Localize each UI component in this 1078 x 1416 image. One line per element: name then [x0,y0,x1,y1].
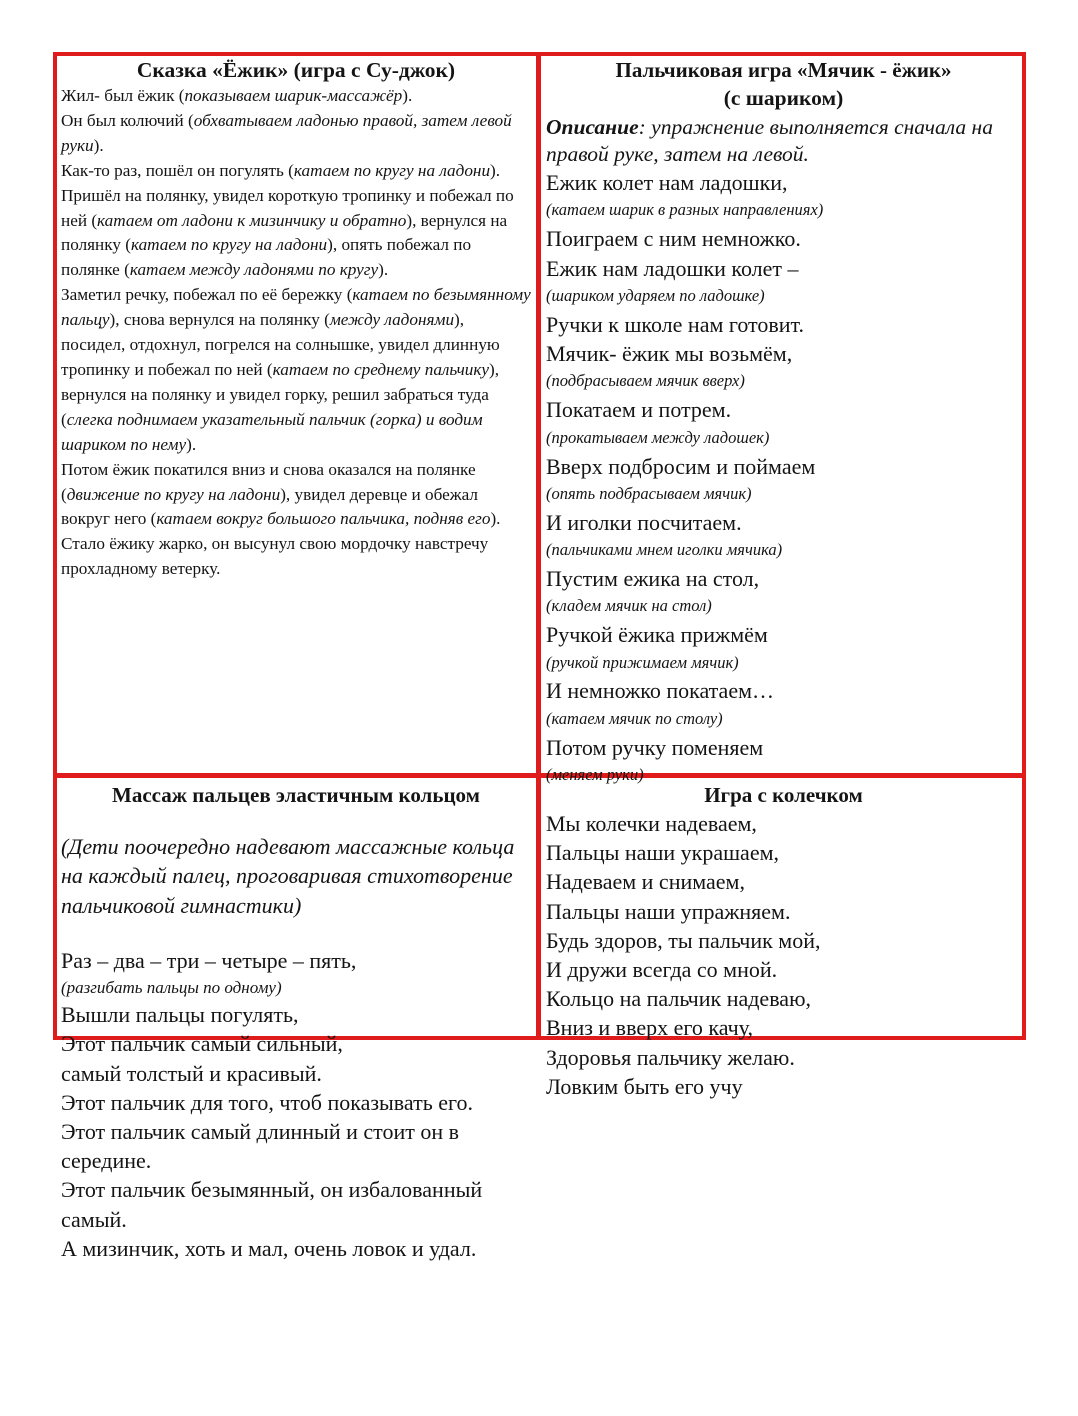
stage-direction: обхватываем ладонью правой, затем левой руки [61,110,512,155]
ball-game-subtitle: (с шариком) [723,86,844,110]
verse-line: Пальцы наши украшаем, [546,840,780,866]
tale-text-segment: Как-то раз, пошёл он погулять ( [61,160,294,180]
stage-direction: катаем от ладони к мизинчику и обратно [97,210,407,230]
tale-text-segment: ), вернулся на полянку ( [61,210,508,255]
verse-line: Ежик колет нам ладошки, [546,170,788,196]
stage-direction: слегка поднимаем указательный пальчик (горка) и водим шариком по нему [61,409,483,454]
action-note: (шариком ударяем по ладошке) [546,285,765,305]
column-divider [536,52,541,1040]
verse-line: Потом ручку поменяем [546,734,764,760]
stage-direction: катаем между ладонями по кругу [129,260,379,280]
tale-paragraph [61,159,531,184]
stage-direction: показываем шарик-массажёр [184,86,403,105]
verse-line: И немножко покатаем… [546,678,775,704]
description-label: Описание [546,115,639,139]
ball-game-cell [546,57,1021,784]
tale-paragraph [61,109,531,159]
stage-direction: катаем по кругу на ладони [293,160,491,180]
tale-text-segment: ), опять побежал по полянке ( [61,235,472,280]
verse-line: Этот пальчик самый длинный и стоит он в середине. [61,1119,459,1174]
action-note: (кладем мячик на стол) [546,596,712,616]
tale-text-segment: Он был колючий ( [61,110,194,130]
verse-line: Ручкой ёжика прижмём [546,622,768,648]
tale-text-segment: ), посидел, отдохнул, погрелся на солнышке, увидел длинную тропинку и побежал по ней ( [61,310,500,379]
action-note: (опять подбрасываем мячик) [546,483,752,503]
stage-direction: между ладонями [329,310,455,330]
verse-line: А мизинчик, хоть и мал, очень ловок и удал. [61,1235,477,1261]
tale-text-segment: ). [186,434,197,454]
ball-game-verse [546,168,1021,789]
action-note: (подбрасываем мячик вверх) [546,371,745,391]
verse-line: И дружи всегда со мной. [546,957,778,983]
tale-text-segment: Заметил речку, побежал по её бережку ( [61,285,353,305]
verse-line: самый толстый и красивый. [61,1060,322,1086]
tale-text-segment: ). Стало ёжику жарко, он высунул свою мордочку навстречу прохладному ветерку. [61,509,501,579]
verse-line: Пустим ежика на стол, [546,566,760,591]
verse-line: Кольцо на пальчик надеваю, [546,986,811,1012]
tale-paragraph [61,184,531,284]
stage-direction: движение по кругу на ладони [66,484,281,504]
action-note: (разгибать пальцы по одному) [61,978,282,998]
verse-line: И иголки посчитаем. [546,509,742,535]
stage-direction: катаем вокруг большого пальчика, подняв его [156,509,491,529]
verse-line: Надеваем и снимаем, [546,869,745,895]
verse-line: Ежик нам ладошки колет – [546,255,799,281]
stage-direction: катаем по безымянному пальцу [61,285,531,330]
tale-text-segment: Пришёл на полянку, увидел короткую тропинку и побежал по ней ( [61,185,514,230]
verse-line: Вышли пальцы погулять, [61,1002,299,1028]
action-note: (прокатываем между ладошек) [546,427,770,447]
tale-text-segment: ). [490,160,501,180]
ring-game-title: Игра с колечком [704,783,863,807]
action-note: (катаем мячик по столу) [546,708,723,728]
tale-text [61,84,531,582]
stage-direction: катаем по кругу на ладони [130,235,328,255]
verse-line: Вниз и вверх его качу, [546,1015,753,1041]
tale-text-segment: ), снова вернулся на полянку ( [109,310,330,330]
tale-paragraph [61,84,531,109]
verse-line: Ручки к школе нам готовит. [546,311,805,337]
action-note: (ручкой прижимаем мячик) [546,652,739,672]
tale-text-segment: ). [402,86,413,105]
verse-line: Раз – два – три – четыре – пять, [61,948,357,973]
ring-game-cell [546,781,1021,1099]
tale-paragraph [61,458,531,583]
verse-line: Ловким быть его учу [546,1073,743,1099]
verse-line: Этот пальчик самый сильный, [61,1031,343,1057]
verse-line: Этот пальчик для того, чтоб показывать его. [61,1089,473,1115]
verse-line: Поиграем с ним немножко. [546,226,801,252]
ball-game-description [546,114,1021,168]
verse-line: Здоровья пальчику желаю. [546,1044,795,1070]
massage-intro: (Дети поочередно надевают массажные кольца на каждый палец, проговаривая стихотворение пальчиковой гимнастики) [61,834,515,918]
tale-title: Сказка «Ёжик» (игра с Су-джок) [136,58,456,82]
tale-text-segment: ), вернулся на полянку и увидел горку, решил забраться туда ( [61,359,500,429]
tale-text-segment: Потом ёжик покатился вниз и снова оказался на полянке ( [61,459,476,504]
massage-verse-top [61,946,531,1263]
action-note: (катаем шарик в разных направлениях) [546,200,824,220]
tale-text-segment: ). [93,135,104,155]
tale-text-segment: Жил- был ёжик ( [61,86,185,105]
massage-title: Массаж пальцев эластичным кольцом [112,783,480,807]
ball-game-title: Пальчиковая игра «Мячик - ёжик» [615,58,952,82]
verse-line: Этот пальчик безымянный, он избалованный самый. [61,1177,483,1232]
tale-text-segment: ), увидел деревце и обежал вокруг него ( [61,484,478,529]
ring-game-verse [546,809,1021,1101]
description-text: : упражнение выполняется сначала на правой руке, затем на левой. [546,115,993,167]
tale-cell [61,57,531,769]
verse-line: Пальцы наши упражняем. [546,898,791,924]
verse-line: Мы колечки надеваем, [546,811,757,836]
verse-line: Вверх подбросим и поймаем [546,453,816,479]
action-note: (меняем руки) [546,764,644,784]
verse-line: Покатаем и потрем. [546,397,732,423]
action-note: (пальчиками мнем иголки мячика) [546,540,783,560]
tale-text-segment: ). [378,260,389,280]
verse-line: Мячик- ёжик мы возьмём, [546,341,793,367]
stage-direction: катаем по среднему пальчику [272,359,490,379]
tale-paragraph [61,283,531,457]
verse-line: Будь здоров, ты пальчик мой, [546,927,821,953]
